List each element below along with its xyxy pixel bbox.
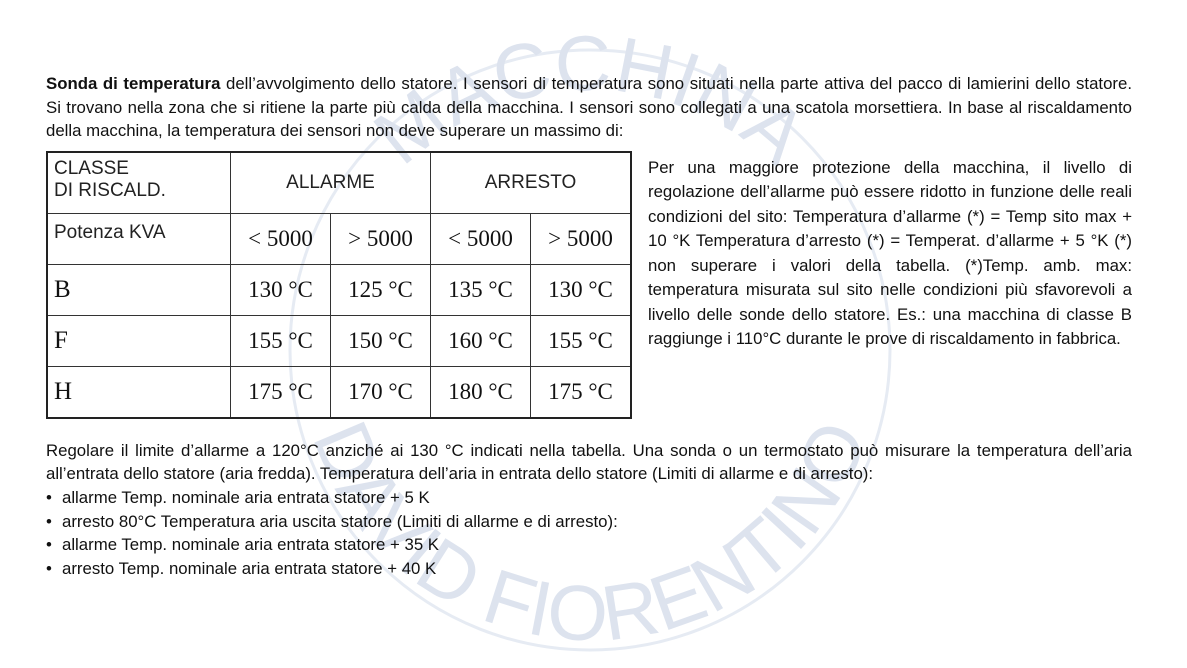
value-cell: 180 °C [431, 367, 531, 418]
value-cell: 175 °C [531, 367, 632, 418]
bullet-icon: • [46, 535, 52, 555]
value-cell: 150 °C [331, 316, 431, 367]
list-item [46, 533, 1132, 557]
bottom-section [46, 439, 1132, 581]
power-col: < 5000 [431, 214, 531, 265]
stop-header: ARRESTO [431, 152, 632, 214]
watermark-bottom-text: DAVID FIORENTINO [296, 408, 884, 659]
table-row [47, 265, 631, 316]
power-col: > 5000 [531, 214, 632, 265]
value-cell: 170 °C [331, 367, 431, 418]
bullet-list [46, 486, 1132, 580]
power-col: > 5000 [331, 214, 431, 265]
value-cell: 160 °C [431, 316, 531, 367]
alarm-header: ALLARME [231, 152, 431, 214]
watermark-top-text: MACCHINA [357, 20, 824, 182]
bottom-paragraph: Regolare il limite d’allarme a 120°C anziché ai 130 °C indicati nella tabella. Una sonda o un termostato può misurare la temperatura dell’aria all’entrata dello statore (aria fredda). Temperatura dell’aria in entrata dello statore (Limiti di allarme e di arresto): [46, 440, 1132, 484]
bullet-icon: • [46, 511, 52, 531]
value-cell: 155 °C [531, 316, 632, 367]
class-header-cell [47, 152, 231, 214]
class-cell: B [47, 265, 231, 316]
table-row [47, 316, 631, 367]
value-cell: 135 °C [431, 265, 531, 316]
list-item [46, 510, 1132, 534]
temperature-table [46, 151, 632, 419]
list-item-text: allarme Temp. nominale aria entrata statore + 35 K [62, 535, 440, 555]
intro-text: dell’avvolgimento dello statore. I sensori di temperatura sono situati nella parte attiva del pacco di lamierini dello statore. Si trovano nella zona che si ritiene la parte più calda della macchina. I sensori sono collegati a una scatola morsettiera. In base al riscaldamento della macchina, la temperatura dei sensori non deve superare un massimo di: [46, 74, 1132, 141]
list-item [46, 557, 1132, 581]
list-item-text: arresto Temp. nominale aria entrata statore + 40 K [62, 558, 437, 578]
class-cell: H [47, 367, 231, 418]
list-item [46, 486, 1132, 510]
value-cell: 155 °C [231, 316, 331, 367]
class-cell: F [47, 316, 231, 367]
side-note-paragraph: Per una maggiore protezione della macchina, il livello di regolazione dell’allarme può essere ridotto in funzione delle reali condizioni del sito: Temperatura d’allarme (*) = Temp sito max + 10 °K Temperatura d’arresto (*) = Temperat. d’allarme + 5 °K (*) non superare i valori della tabella. (*)Temp. amb. max: temperatura misurata sul sito nelle condizioni più sfavorevoli a livello delle sonde dello statore. Es.: una macchina di classe B raggiunge i 110°C durante le prove di riscaldamento in fabbrica. [648, 157, 1132, 349]
value-cell: 175 °C [231, 367, 331, 418]
intro-paragraph [46, 72, 1132, 143]
value-cell: 130 °C [231, 265, 331, 316]
class-header-line2: DI RISCALD. [54, 179, 166, 201]
document-body [46, 72, 1132, 580]
power-col: < 5000 [231, 214, 331, 265]
power-label: Potenza KVA [47, 214, 231, 265]
list-item-text: allarme Temp. nominale aria entrata statore + 5 K [62, 487, 430, 507]
bullet-icon: • [46, 558, 52, 578]
table-section [46, 145, 1132, 435]
value-cell: 130 °C [531, 265, 632, 316]
bullet-icon: • [46, 487, 52, 507]
list-item-text: arresto 80°C Temperatura aria uscita statore (Limiti di allarme e di arresto): [62, 511, 618, 531]
class-header-line1: CLASSE [54, 157, 129, 179]
intro-bold-term: Sonda di temperatura [46, 74, 221, 93]
table-row [47, 367, 631, 418]
value-cell: 125 °C [331, 265, 431, 316]
